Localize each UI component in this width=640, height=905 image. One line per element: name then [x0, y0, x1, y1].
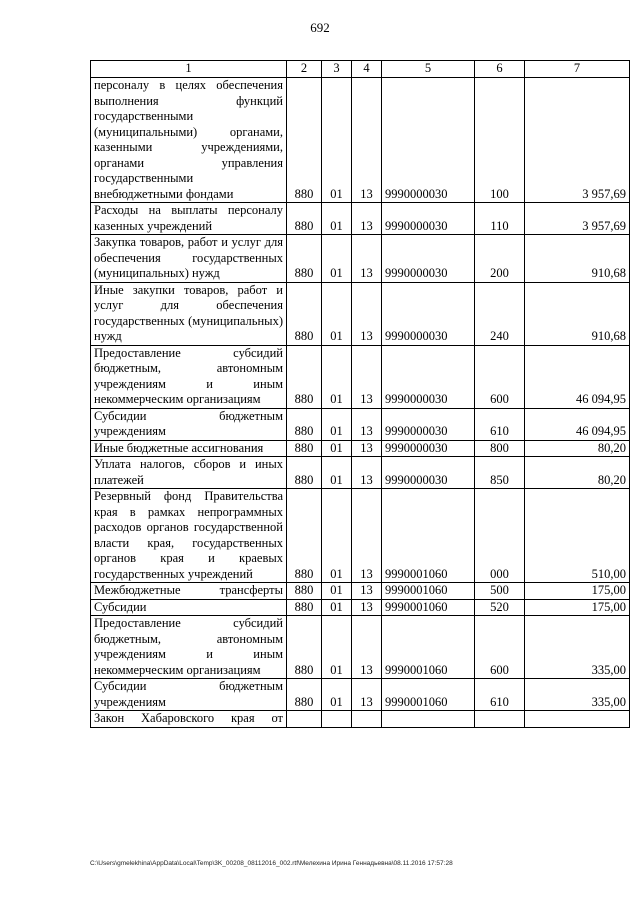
row-target-article: 9990000030 — [382, 282, 475, 345]
row-amount: 80,20 — [525, 457, 630, 489]
row-expense-type: 110 — [475, 203, 525, 235]
header-col-5: 5 — [382, 61, 475, 78]
row-subsection — [352, 711, 382, 728]
row-target-article: 9990001060 — [382, 489, 475, 583]
row-admin-code: 880 — [287, 345, 322, 408]
row-name: персоналу в целях обеспечения выполнения функций государственными (муниципальными) органами, казенными учреждениями, органами управления государственными внебюджетными фондами — [91, 78, 287, 203]
row-expense-type: 600 — [475, 616, 525, 679]
row-name: Расходы на выплаты персоналу казенных учреждений — [91, 203, 287, 235]
row-name: Субсидии — [91, 599, 287, 616]
row-subsection: 13 — [352, 616, 382, 679]
row-target-article: 9990001060 — [382, 583, 475, 600]
row-expense-type: 200 — [475, 235, 525, 283]
table-row — [91, 457, 630, 489]
table-row — [91, 78, 630, 203]
row-amount: 175,00 — [525, 583, 630, 600]
row-amount: 910,68 — [525, 235, 630, 283]
row-section: 01 — [322, 679, 352, 711]
row-section: 01 — [322, 235, 352, 283]
row-subsection: 13 — [352, 408, 382, 440]
header-col-7: 7 — [525, 61, 630, 78]
table-row — [91, 282, 630, 345]
budget-table — [90, 60, 630, 728]
row-amount: 175,00 — [525, 599, 630, 616]
row-name: Иные закупки товаров, работ и услуг для обеспечения государственных (муниципальных) нужд — [91, 282, 287, 345]
header-col-2: 2 — [287, 61, 322, 78]
row-admin-code: 880 — [287, 616, 322, 679]
row-section: 01 — [322, 440, 352, 457]
row-name: Резервный фонд Правительства края в рамках непрограммных расходов органов государственной власти края, государственных органов края и краевых государственных учреждений — [91, 489, 287, 583]
row-section: 01 — [322, 282, 352, 345]
table-row — [91, 489, 630, 583]
row-expense-type: 600 — [475, 345, 525, 408]
row-amount — [525, 711, 630, 728]
row-amount: 510,00 — [525, 489, 630, 583]
row-expense-type: 000 — [475, 489, 525, 583]
header-col-4: 4 — [352, 61, 382, 78]
row-subsection: 13 — [352, 457, 382, 489]
row-subsection: 13 — [352, 599, 382, 616]
row-target-article: 9990001060 — [382, 616, 475, 679]
row-target-article: 9990001060 — [382, 599, 475, 616]
row-admin-code: 880 — [287, 408, 322, 440]
row-expense-type: 520 — [475, 599, 525, 616]
row-section — [322, 711, 352, 728]
row-amount: 910,68 — [525, 282, 630, 345]
row-amount: 46 094,95 — [525, 345, 630, 408]
row-expense-type: 100 — [475, 78, 525, 203]
row-amount: 3 957,69 — [525, 78, 630, 203]
row-section: 01 — [322, 408, 352, 440]
row-admin-code: 880 — [287, 599, 322, 616]
row-target-article: 9990000030 — [382, 408, 475, 440]
table-row — [91, 711, 630, 728]
row-name: Предоставление субсидий бюджетным, автономным учреждениям и иным некоммерческим организациям — [91, 345, 287, 408]
table-row — [91, 679, 630, 711]
row-expense-type: 610 — [475, 408, 525, 440]
row-admin-code: 880 — [287, 457, 322, 489]
row-target-article: 9990000030 — [382, 457, 475, 489]
row-subsection: 13 — [352, 489, 382, 583]
row-amount: 335,00 — [525, 679, 630, 711]
row-target-article: 9990000030 — [382, 235, 475, 283]
row-admin-code: 880 — [287, 489, 322, 583]
row-admin-code: 880 — [287, 282, 322, 345]
row-subsection: 13 — [352, 679, 382, 711]
table-row — [91, 203, 630, 235]
row-target-article: 9990000030 — [382, 345, 475, 408]
row-target-article: 9990000030 — [382, 440, 475, 457]
row-section: 01 — [322, 489, 352, 583]
file-path-footer: C:\Users\gmelekhina\AppData\Local\Temp\3K_00208_08112016_002.rtf\Мелехина Ирина Геннадьевна\08.11.2016 17:57:28 — [90, 860, 453, 867]
row-subsection: 13 — [352, 282, 382, 345]
row-expense-type: 500 — [475, 583, 525, 600]
row-name: Субсидии бюджетным учреждениям — [91, 679, 287, 711]
row-name: Иные бюджетные ассигнования — [91, 440, 287, 457]
row-section: 01 — [322, 203, 352, 235]
table-row — [91, 616, 630, 679]
row-name: Закупка товаров, работ и услуг для обеспечения государственных (муниципальных) нужд — [91, 235, 287, 283]
row-target-article: 9990000030 — [382, 78, 475, 203]
page-number: 692 — [310, 20, 330, 35]
row-target-article — [382, 711, 475, 728]
header-row — [91, 61, 630, 78]
row-target-article: 9990001060 — [382, 679, 475, 711]
header-col-1: 1 — [91, 61, 287, 78]
row-admin-code: 880 — [287, 78, 322, 203]
row-section: 01 — [322, 457, 352, 489]
table-row — [91, 408, 630, 440]
row-admin-code: 880 — [287, 583, 322, 600]
row-admin-code: 880 — [287, 440, 322, 457]
table-row — [91, 599, 630, 616]
table-row — [91, 440, 630, 457]
row-subsection: 13 — [352, 345, 382, 408]
row-admin-code: 880 — [287, 235, 322, 283]
row-admin-code: 880 — [287, 679, 322, 711]
row-target-article: 9990000030 — [382, 203, 475, 235]
table-row — [91, 345, 630, 408]
row-subsection: 13 — [352, 78, 382, 203]
row-admin-code: 880 — [287, 203, 322, 235]
row-section: 01 — [322, 583, 352, 600]
row-section: 01 — [322, 599, 352, 616]
row-expense-type: 800 — [475, 440, 525, 457]
row-subsection: 13 — [352, 583, 382, 600]
row-subsection: 13 — [352, 440, 382, 457]
row-name: Межбюджетные трансферты — [91, 583, 287, 600]
row-amount: 46 094,95 — [525, 408, 630, 440]
row-amount: 3 957,69 — [525, 203, 630, 235]
row-expense-type: 610 — [475, 679, 525, 711]
row-amount: 335,00 — [525, 616, 630, 679]
row-amount: 80,20 — [525, 440, 630, 457]
header-col-3: 3 — [322, 61, 352, 78]
row-name: Уплата налогов, сборов и иных платежей — [91, 457, 287, 489]
row-section: 01 — [322, 345, 352, 408]
row-name: Субсидии бюджетным учреждениям — [91, 408, 287, 440]
table-row — [91, 235, 630, 283]
row-section: 01 — [322, 616, 352, 679]
row-expense-type: 240 — [475, 282, 525, 345]
row-section: 01 — [322, 78, 352, 203]
row-name: Предоставление субсидий бюджетным, автономным учреждениям и иным некоммерческим организациям — [91, 616, 287, 679]
table-row — [91, 583, 630, 600]
row-subsection: 13 — [352, 235, 382, 283]
row-name: Закон Хабаровского края от — [91, 711, 287, 728]
row-subsection: 13 — [352, 203, 382, 235]
row-expense-type — [475, 711, 525, 728]
row-admin-code — [287, 711, 322, 728]
header-col-6: 6 — [475, 61, 525, 78]
row-expense-type: 850 — [475, 457, 525, 489]
